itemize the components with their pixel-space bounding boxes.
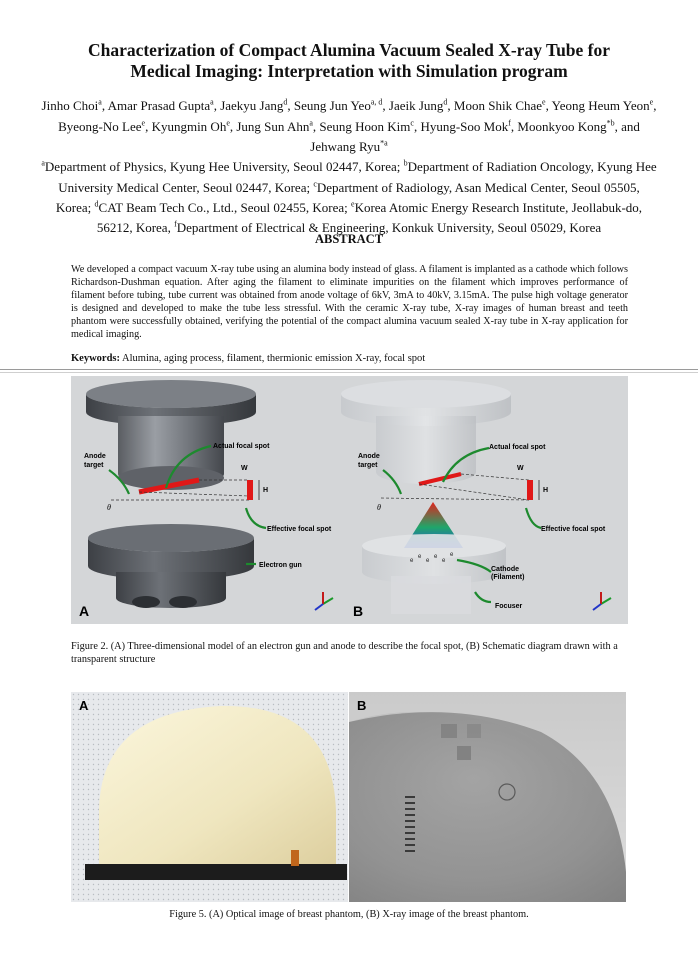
effective-focal-spot-mark-b — [527, 480, 533, 500]
author-affiliation-mark: d — [283, 98, 288, 107]
anode-target-label-b1: Anode — [358, 453, 380, 460]
affiliation-text: Department of Radiology, Asan Medical Center, Seoul 05505, Korea; — [55, 179, 640, 215]
author-name: Jinho Choi — [41, 98, 99, 114]
focuser-label: Focuser — [495, 603, 523, 610]
anode-flange-top-b — [341, 380, 511, 408]
figure-5 — [71, 692, 626, 902]
abstract-heading: ABSTRACT — [314, 232, 384, 246]
effective-focal-spot-label-b: Effective focal spot — [541, 526, 606, 533]
page-divider — [0, 369, 698, 370]
author-name: Moon Shik Chae — [453, 98, 543, 114]
author-affiliation-mark: f — [508, 118, 511, 128]
breast-phantom-photo — [71, 692, 348, 902]
w-label-a: W — [241, 465, 248, 472]
author-name: Moonkyoo Kong — [517, 118, 607, 134]
figure-5-caption: Figure 5. (A) Optical image of breast phantom, (B) X-ray image of the breast phantom. — [169, 909, 529, 920]
electron-gun-label: Electron gun — [259, 562, 302, 569]
author-name: Jaekyu Jang — [220, 98, 284, 114]
svg-text:e: e — [426, 558, 430, 564]
author-name: Yeong Heum Yeon — [551, 98, 650, 114]
author-name: Seung Jun Yeo — [293, 98, 371, 114]
theta-label-a: θ — [107, 503, 111, 512]
affiliation-list — [41, 159, 656, 235]
author-affiliation-mark: a — [309, 118, 313, 128]
effective-focal-spot-label-a: Effective focal spot — [267, 526, 332, 533]
author-affiliation-mark: e — [542, 98, 546, 107]
svg-text:e: e — [442, 558, 446, 564]
electron-gun-top — [88, 524, 254, 552]
author-list: Jinho Choi$^a$, Amar Prasad Gupta$^a$, Jaekyu Jang$^d$, Seung Jun Yeo$^{a, d}$, Jaeik Jung$^d$, Moon Shik Chae$^e$, Yeong Heum Yeon$^e$, Byeong-No Lee$^e$, Kyungmin Oh$^e$, Jung Sun Ahn$^a$, Seung Hoon Kim$^c$, Hyung-Soo Mok$^f$, Moonkyoo Kong$^{*b}$, and Jehwang Ryu$^{*a}$ — [41, 98, 657, 154]
author-affiliation-mark: a — [210, 98, 214, 107]
author-name: Hyung-Soo Mok — [420, 118, 509, 134]
focuser-body-b — [391, 576, 471, 614]
author-name: Jaeik Jung — [388, 98, 444, 114]
keywords-text: Alumina, aging process, filament, thermionic emission X-ray, focal spot — [120, 353, 426, 364]
author-affiliation-mark: *a — [380, 138, 388, 148]
title-line-1: Characterization of Compact Alumina Vacuum Sealed X-ray Tube for — [87, 40, 611, 60]
affiliation-mark: e — [351, 199, 355, 209]
panel-a — [79, 380, 333, 619]
author-name: Jung Sun Ahn — [236, 118, 310, 134]
gun-port-right — [169, 596, 197, 608]
anode-target-label-b2: target — [358, 462, 378, 469]
affiliation-text: Department of Electrical & Engineering, Konkuk University, Seoul 05029, Korea — [176, 220, 602, 236]
affiliation-text: Department of Radiation Oncology, Kyung Hee University Medical Center, Seoul 02447, Korea; — [58, 159, 657, 195]
author-name: Amar Prasad Gupta — [107, 98, 211, 114]
keywords-line — [71, 353, 631, 364]
cathode-label-b2: (Filament) — [491, 574, 525, 581]
h-label-b: H — [543, 487, 549, 494]
author-affiliation-mark: e — [226, 118, 230, 128]
figure-2 — [71, 376, 628, 624]
phantom-marker — [291, 850, 299, 866]
abstract-text: We developed a compact vacuum X-ray tube using an alumina body instead of glass. A filament is implanted as a cathode which follows Richardson-Dushman equation. After aging the filament to eliminate impurities on the filament which improves performance of filament before tubing, tube current was obtained from anode voltage of 6kV, 3mA to 40kV, 3.15mA. The pulse high voltage generator is designed and developed to make the tube less stressful. With the ceramic X-ray tube, X-ray images of human breast and teeth phantom were successfully obtained, verifying the potential of the compact alumina vacuum sealed X-ray tube in X-ray application for medical imaging. — [71, 264, 628, 340]
author-affiliation-mark: d — [443, 98, 448, 107]
affiliation-mark: b — [403, 158, 408, 168]
svg-text:e: e — [410, 558, 414, 564]
title-line-2: Medical Imaging: Interpretation with Simulation program — [130, 61, 568, 81]
affiliation-mark: f — [174, 219, 177, 229]
anode-target-label-a2: target — [84, 462, 104, 469]
actual-focal-spot-label-b: Actual focal spot — [489, 444, 546, 451]
phantom-base-plate — [85, 864, 347, 880]
author-affiliation-mark: e — [649, 98, 654, 107]
author-name: Kyungmin Oh — [151, 118, 227, 134]
breast-phantom-xray — [349, 692, 626, 902]
affiliation-mark: c — [313, 179, 317, 189]
figure-5-panel-b-letter: B — [357, 698, 367, 713]
panel-a-letter: A — [79, 603, 90, 619]
cathode-label-b1: Cathode — [491, 566, 519, 573]
anode-target-label-a1: Anode — [84, 453, 106, 460]
svg-text:e: e — [418, 554, 422, 560]
gun-port-left — [132, 596, 160, 608]
author-affiliation-mark: a, d — [370, 98, 383, 107]
anode-cylinder-b — [376, 416, 476, 484]
figure-2-caption: Figure 2. (A) Three-dimensional model of an electron gun and anode to describe the focal spot, (B) Schematic diagram drawn with a transparent structure — [71, 641, 618, 665]
author-name: Jehwang Ryu — [310, 138, 381, 154]
axes-triad-b — [593, 592, 611, 610]
anode-flange-top — [86, 380, 256, 408]
author-affiliation-mark: c — [410, 118, 414, 128]
affiliation-mark: d — [94, 199, 99, 209]
affiliation-text: Department of Physics, Kyung Hee University, Seoul 02447, Korea; — [44, 159, 404, 175]
author-affiliation-mark: *b — [606, 118, 615, 128]
h-label-a: H — [263, 487, 269, 494]
affiliation-text: CAT Beam Tech Co., Ltd., Seoul 02455, Korea; — [98, 199, 351, 215]
svg-text:e: e — [450, 552, 454, 558]
panel-b-letter: B — [353, 603, 364, 619]
affiliation-text: Korea Atomic Energy Research Institute, Jeollabuk-do, 56212, Korea, — [96, 199, 643, 236]
w-label-b: W — [517, 465, 524, 472]
svg-text:e: e — [434, 554, 438, 560]
author-name: Byeong-No Lee — [58, 118, 142, 134]
keywords-label: Keywords: — [71, 353, 120, 364]
paper-title — [40, 40, 658, 82]
page-divider-secondary — [0, 372, 698, 373]
affiliation-mark: a — [41, 158, 45, 168]
figure-5-panel-a-letter: A — [79, 698, 89, 713]
authors-and-affiliations — [40, 94, 658, 236]
author-affiliation-mark: a — [98, 98, 102, 107]
actual-focal-spot-label-a: Actual focal spot — [213, 443, 270, 450]
effective-focal-spot-mark — [247, 480, 253, 500]
axes-triad-a — [315, 592, 333, 610]
author-affiliation-mark: e — [141, 118, 146, 128]
author-name: Seung Hoon Kim — [319, 118, 411, 134]
theta-label-b: θ — [377, 503, 381, 512]
panel-b — [341, 380, 611, 619]
